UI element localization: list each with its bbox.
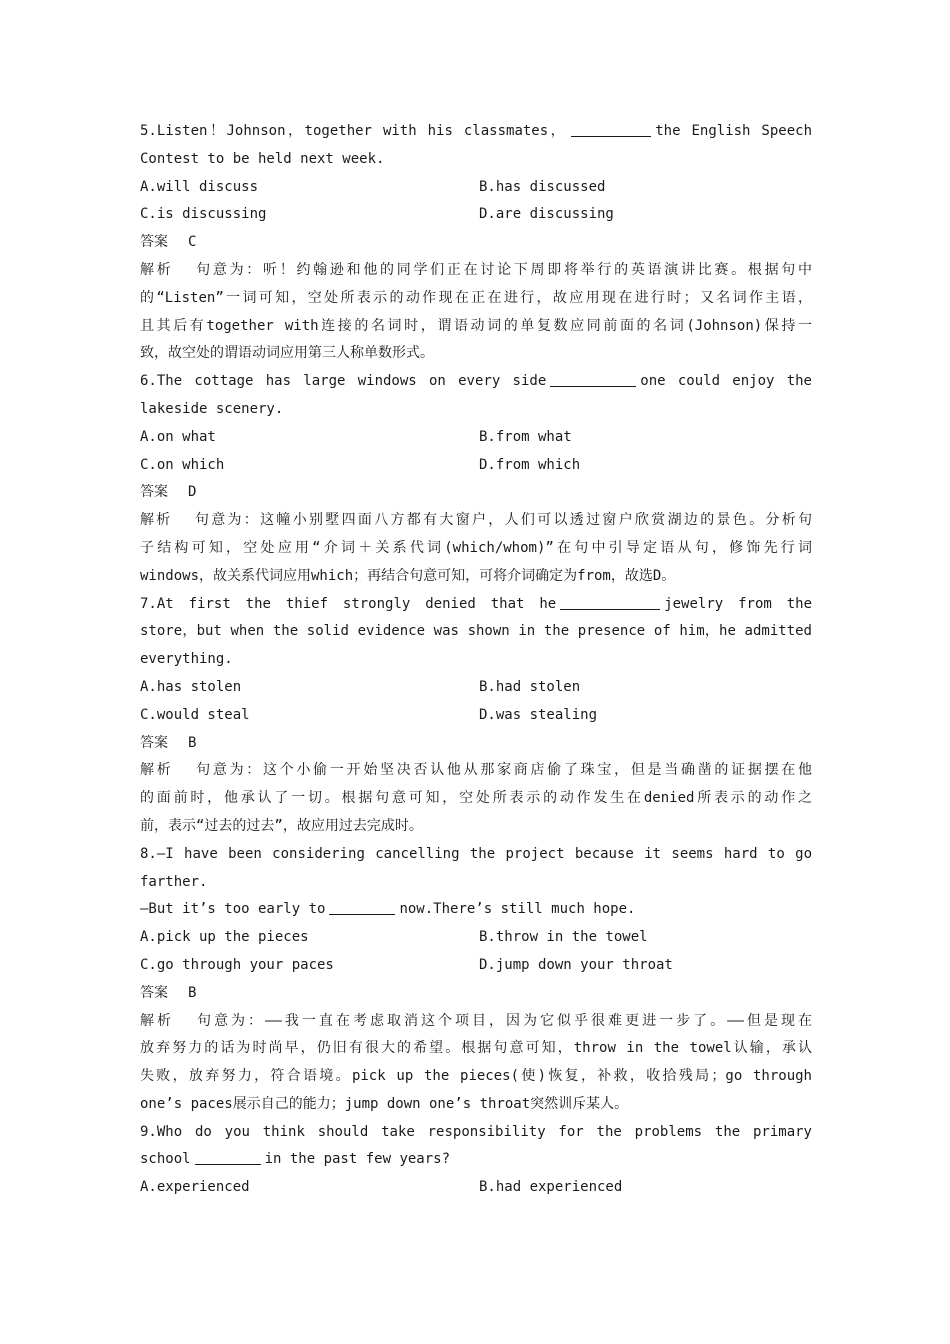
option-c: C.would steal	[140, 706, 250, 723]
option-a: A.pick up the pieces	[140, 929, 309, 946]
question-stem: 7.At first the thief strongly denied that he jewelry from the	[140, 595, 812, 612]
question-stem: 6.The cottage has large windows on every side one could enjoy the	[140, 373, 812, 390]
option-c: C.on which	[140, 456, 225, 473]
question-stem: store，but when the solid evidence was shown in the presence of him，he admitted	[140, 623, 812, 640]
option-c: C.is discussing	[140, 206, 267, 223]
option-a: A.will discuss	[140, 178, 259, 195]
analysis-line: 子结构可知，空处应用“介词＋关系代词(which/whom)”在句中引导定语从句，修饰先行词	[140, 539, 812, 556]
options-row	[140, 674, 812, 702]
option-d: D.from which	[479, 456, 581, 473]
options-row	[140, 702, 812, 730]
analysis-label: 解析	[140, 512, 173, 529]
options-row	[140, 1174, 812, 1202]
answer-line	[140, 730, 812, 758]
question-7	[140, 591, 812, 841]
analysis-label: 解析	[140, 1012, 175, 1029]
question-9	[140, 1119, 812, 1202]
question-stem: Contest to be held next week.	[140, 150, 385, 167]
answer-blank	[571, 122, 651, 137]
option-a: A.on what	[140, 428, 216, 445]
question-5	[140, 118, 812, 368]
option-b: B.has discussed	[479, 178, 606, 195]
answer-value: B	[188, 984, 197, 1001]
answer-line	[140, 479, 812, 507]
analysis-line: windows，故关系代词应用which；再结合句意可知，可将介词确定为from，故选D。	[140, 567, 676, 584]
option-d: D.jump down your throat	[479, 956, 673, 973]
options-row	[140, 174, 812, 202]
analysis-line: 放弃努力的话为时尚早，仍旧有很大的希望。根据句意可知，throw in the towel认输，承认	[140, 1040, 812, 1057]
options-row	[140, 201, 812, 229]
answer-blank	[195, 1150, 261, 1165]
analysis-line: 的“Listen”一词可知，空处所表示的动作现在正在进行，故应用现在进行时；又名词作主语，	[140, 289, 812, 306]
options-row	[140, 924, 812, 952]
answer-value: B	[188, 734, 197, 751]
question-stem: everything.	[140, 651, 233, 668]
option-b: B.had experienced	[479, 1179, 623, 1196]
option-a: A.experienced	[140, 1179, 250, 1196]
question-stem: lakeside scenery.	[140, 400, 284, 417]
analysis-line: 解析 句意为：这个小偷一开始坚决否认他从那家商店偷了珠宝，但是当确凿的证据摆在他	[140, 762, 812, 779]
option-b: B.from what	[479, 428, 572, 445]
answer-line	[140, 229, 812, 257]
option-a: A.has stolen	[140, 678, 242, 695]
answer-blank	[550, 372, 636, 387]
analysis-line: 的面前时，他承认了一切。根据句意可知，空处所表示的动作发生在denied所表示的动作之	[140, 790, 812, 807]
answer-line	[140, 980, 812, 1008]
option-d: D.was stealing	[479, 706, 598, 723]
question-stem: 5.Listen！Johnson，together with his classmates， the English Speech	[140, 123, 812, 139]
question-stem: farther.	[140, 873, 208, 890]
answer-label: 答案	[140, 484, 168, 501]
analysis-line: one’s paces展示自己的能力；jump down one’s throat突然训斥某人。	[140, 1095, 629, 1112]
analysis-line: 且其后有together with连接的名词时，谓语动词的单复数应同前面的名词(Johnson)保持一	[140, 317, 812, 334]
option-d: D.are discussing	[479, 206, 614, 223]
answer-blank	[560, 595, 660, 610]
analysis-line: 解析 句意为：这幢小别墅四面八方都有大窗户，人们可以透过窗户欣赏湖边的景色。分析句	[140, 512, 812, 529]
answer-value: C	[188, 234, 197, 251]
question-stem: 8.—I have been considering cancelling the project because it seems hard to go	[140, 845, 812, 862]
answer-label: 答案	[140, 234, 168, 251]
analysis-line: 前，表示“过去的过去”，故应用过去完成时。	[140, 817, 423, 834]
question-stem: school in the past few years?	[140, 1151, 451, 1168]
analysis-line: 解析 句意为：听！约翰逊和他的同学们正在讨论下周即将举行的英语演讲比赛。根据句中	[140, 261, 812, 278]
option-b: B.had stolen	[479, 678, 581, 695]
options-row	[140, 952, 812, 980]
analysis-line: 致，故空处的谓语动词应用第三人称单数形式。	[140, 345, 434, 362]
answer-label: 答案	[140, 984, 168, 1001]
question-8	[140, 841, 812, 1119]
question-stem: —But it’s too early to now.There’s still much hope.	[140, 901, 636, 918]
analysis-label: 解析	[140, 762, 174, 779]
option-c: C.go through your paces	[140, 956, 334, 973]
answer-blank	[329, 900, 395, 915]
answer-label: 答案	[140, 734, 168, 751]
options-row	[140, 424, 812, 452]
analysis-label: 解析	[140, 261, 174, 278]
answer-value: D	[188, 484, 197, 501]
question-stem: 9.Who do you think should take responsibility for the problems the primary	[140, 1123, 812, 1140]
document-page	[140, 118, 812, 1202]
analysis-line: 解析 句意为：——我一直在考虑取消这个项目，因为它似乎很难更进一步了。——但是现在	[140, 1012, 812, 1029]
options-row	[140, 452, 812, 480]
analysis-line: 失败，放弃努力，符合语境。pick up the pieces(使)恢复，补救，收拾残局；go through	[140, 1068, 812, 1085]
option-b: B.throw in the towel	[479, 929, 648, 946]
question-6	[140, 368, 812, 590]
